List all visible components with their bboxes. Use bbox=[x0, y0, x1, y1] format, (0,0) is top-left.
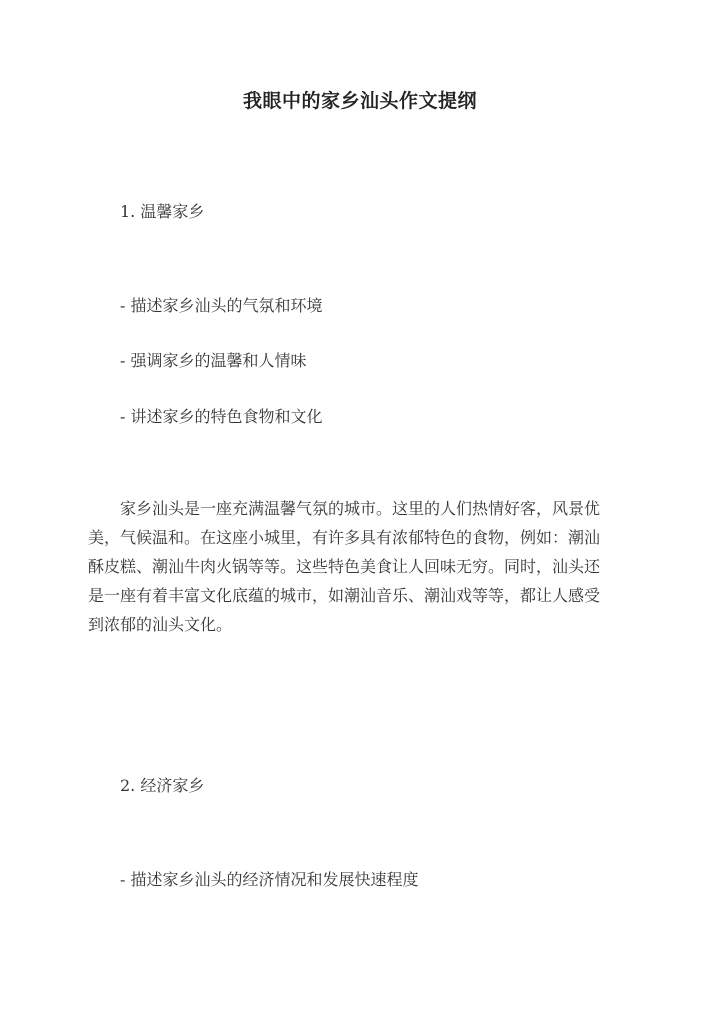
paragraph-line: 家乡汕头是一座充满温馨气氛的城市。这里的人们热情好客，风景优 bbox=[88, 499, 601, 518]
paragraph-line: 到浓郁的汕头文化。 bbox=[88, 615, 233, 634]
paragraph-line: 美，气候温和。在这座小城里，有许多具有浓郁特色的食物，例如：潮汕 bbox=[88, 528, 601, 547]
section-heading-2: 2. 经济家乡 bbox=[120, 776, 205, 795]
section-1-bullet-2: - 强调家乡的温馨和人情味 bbox=[120, 351, 307, 370]
section-heading-1: 1. 温馨家乡 bbox=[120, 202, 205, 221]
section-2-bullet-1: - 描述家乡汕头的经济情况和发展快速程度 bbox=[120, 870, 419, 889]
section-1-bullet-3: - 讲述家乡的特色食物和文化 bbox=[120, 407, 323, 426]
paragraph-line: 是一座有着丰富文化底蕴的城市，如潮汕音乐、潮汕戏等等，都让人感受 bbox=[88, 586, 601, 605]
paragraph-line: 酥皮糕、潮汕牛肉火锅等等。这些特色美食让人回味无穷。同时，汕头还 bbox=[88, 557, 601, 576]
section-1-paragraph bbox=[88, 494, 633, 639]
section-1-bullet-1: - 描述家乡汕头的气氛和环境 bbox=[120, 296, 323, 315]
document-title: 我眼中的家乡汕头作文提纲 bbox=[242, 90, 477, 112]
